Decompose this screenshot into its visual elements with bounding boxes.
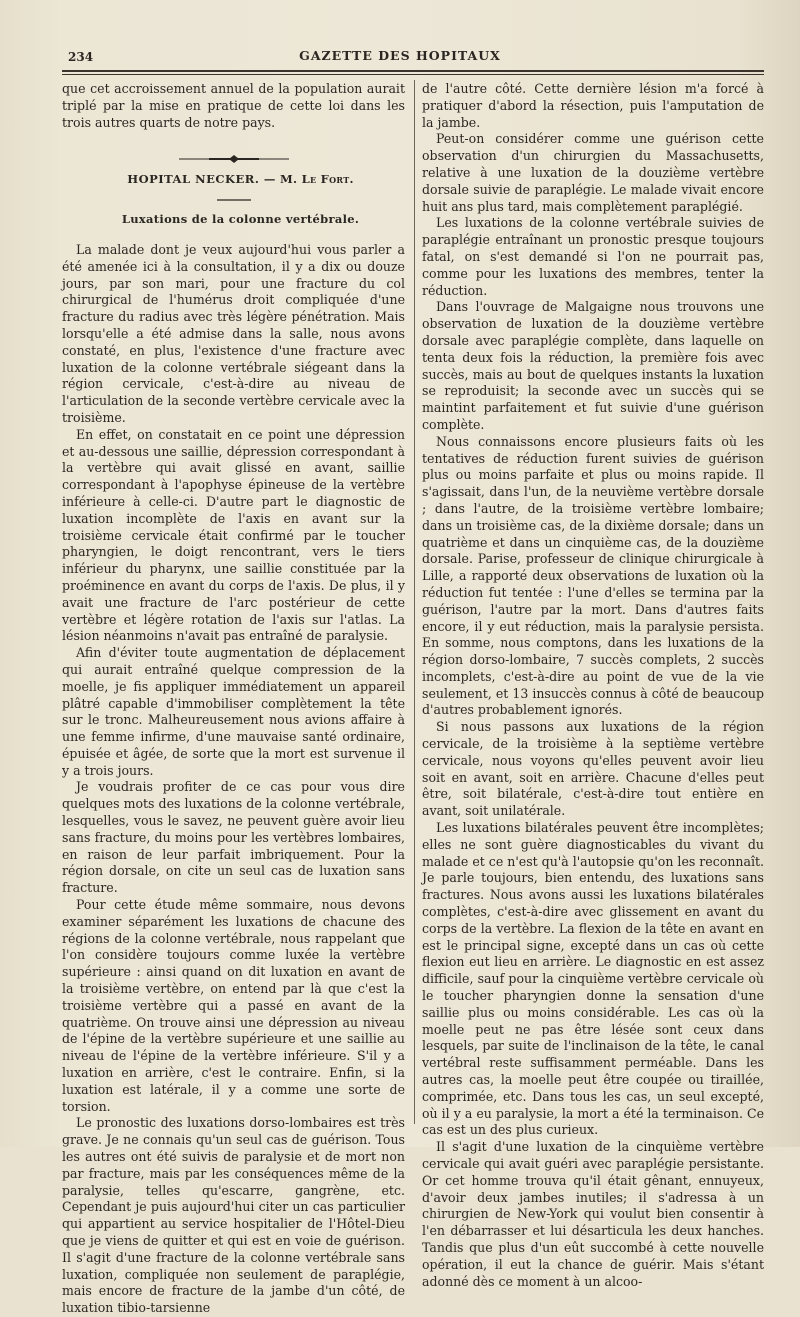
section-author: — M. Le Fort.: [263, 172, 354, 187]
paragraph: Dans l'ouvrage de Malgaigne nous trouvons une observation de luxation de la douzième vertèbre dorsale avec paraplégie complète, dans laquelle on tenta deux fois la réduction, la première fois avec succès, mais au bout de quelques instants la luxation se reproduisit; la seconde avec un succès qui se maintint parfaitement et fut suivie d'une guérison complète.: [422, 299, 764, 432]
column-divider: [414, 80, 415, 1124]
paragraph: de l'autre côté. Cette dernière lésion m'a forcé à pratiquer d'abord la résection, puis l'amputation de la jambe.: [422, 81, 764, 130]
paragraph: Les luxations bilatérales peuvent être incomplètes; elles ne sont guère diagnosticables du vivant du malade et ce n'est qu'à l'autopsie qu'on les reconnaît. Je parle toujours, bien entendu, des luxations sans fractures. Nous avons aussi les luxations bilatérales complètes, c'est-à-dire avec glissement en avant du corps de la vertèbre. La flexion de la tête en avant en est le principal signe, excepté dans un cas où cette flexion eut lieu en arrière. Le diagnostic en est assez difficile, sauf pour la cinquième vertèbre cervicale où le toucher pharyngien donne la sensation d'une saillie plus ou moins considérable. Les cas où la moelle peut ne pas être lésée sont ceux dans lesquels, par suite de l'inclinaison de la tête, le canal vertébral reste suffisamment perméable. Dans les autres cas, la moelle peut être coupée ou tiraillée, comprimée, etc. Dans tous les cas, un seul excepté, où il y a eu paralysie, la mort a été la terminaison. Ce cas est un des plus curieux.: [422, 820, 764, 1138]
section-heading: [62, 171, 405, 188]
paragraph: En effet, on constatait en ce point une dépression et au-dessous une saillie, dépression correspondant à la vertèbre qui avait glissé en avant, saillie correspondant à l'apophyse épineuse de la vertèbre inférieure à celle-ci. D'autre part le diagnostic de luxation incomplète de l'axis en avant sur la troisième cervicale était confirmé par le toucher pharyngien, le doigt rencontrant, vers le tiers inférieur du pharynx, une saillie constituée par la proéminence en avant du corps de l'axis. De plus, il y avait une fracture de l'arc postérieur de cette vertèbre et légère rotation de l'axis sur l'atlas. La lésion néanmoins n'avait pas entraîné de paralysie.: [62, 426, 405, 644]
header-rule: [62, 70, 764, 72]
paragraph: Pour cette étude même sommaire, nous devons examiner séparément les luxations de chacune des régions de la colonne vertébrale, nous rappelant que l'on considère toujours comme luxée la vertèbre supérieure : ainsi quand on dit luxation en avant de la troisième vertèbre, on entend par là que c'est la troisième vertèbre qui a passé en avant de la quatrième. On trouve ainsi une dépression au niveau de l'épine de la vertèbre supérieure et une saillie au niveau de l'épine de la vertèbre inférieure. S'il y a luxation en arrière, c'est le contraire. Enfin, si la luxation est latérale, il y a comme une sorte de torsion.: [62, 897, 405, 1114]
paragraph: Peut-on considérer comme une guérison cette observation d'un chirurgien du Massachusetts, relative à une luxation de la douzième vertèbre dorsale suivie de paraplégie. Le malade vivait encore huit ans plus tard, mais complètement paraplégié.: [422, 131, 764, 214]
paragraph: Les luxations de la colonne vertébrale suivies de paraplégie entraînant un pronostic presque toujours fatal, on s'est demandé si l'on ne pourrait pas, comme pour les luxations des membres, tenter la réduction.: [422, 215, 764, 298]
paragraph: Il s'agit d'une luxation de la cinquième vertèbre cervicale qui avait guéri avec paraplégie persistante. Or cet homme trouva qu'il était gênant, ennuyeux, d'avoir deux jambes inutiles; il s'adressa à un chirurgien de New-York qui voulut bien consentir à l'en débarrasser et lui désarticula les deux hanches. Tandis que plus d'un eût succombé à cette nouvelle opération, il eut la chance de guérir. Mais s'étant adonné dès ce moment à un alcoo-: [422, 1139, 764, 1289]
left-column: [62, 81, 405, 1317]
paragraph: Nous connaissons encore plusieurs faits où les tentatives de réduction furent suivies de guérison plus ou moins parfaite et plus ou moins rapide. Il s'agissait, dans l'un, de la neuvième vertèbre dorsale ; dans l'autre, de la troisième vertèbre lombaire; dans un troisième cas, de la dixième dorsale; dans un quatrième et dans un cinquième cas, de la douzième dorsale. Parise, professeur de clinique chirurgicale à Lille, a rapporté deux observations de luxation où la réduction fut tentée : l'une d'elles se termina par la guérison, l'autre par la mort. Dans d'autres faits encore, il y eut réduction, mais la paralysie persista. En somme, nous comptons, dans les luxations de la région dorso-lombaire, 7 succès complets, 2 succès incomplets, c'est-à-dire au point de vue de la vie seulement, et 13 insuccès connus à côté de beaucoup d'autres probablement ignorés.: [422, 433, 764, 718]
paragraph: Afin d'éviter toute augmentation de déplacement qui aurait entraîné quelque compression de la moelle, je fis appliquer immédiatement un appareil plâtré capable d'immobiliser complètement la tête sur le tronc. Malheureusement nous avions affaire à une femme infirme, d'une mauvaise santé ordinaire, épuisée et âgée, de sorte que la mort est survenue il y a trois jours.: [62, 645, 405, 778]
page-number: 234: [68, 50, 94, 64]
ornament-divider-icon: [179, 155, 289, 163]
paragraph: La malade dont je veux aujourd'hui vous parler a été amenée ici à la consultation, il y a dix ou douze jours, par son mari, pour une fracture du col chirurgical de l'humérus droit compliquée d'une fracture du radius avec très légère pénétration. Mais lorsqu'elle a été admise dans la salle, nous avons constaté, en plus, l'existence d'une fracture avec luxation de la colonne vertébrale siégeant dans la région cervicale, c'est-à-dire au niveau de l'articulation de la seconde vertèbre cervicale avec la troisième.: [62, 241, 405, 425]
section-title: HOPITAL NECKER.: [127, 172, 260, 187]
paragraph: Je voudrais profiter de ce cas pour vous dire quelques mots des luxations de la colonne vertébrale, lesquelles, vous le savez, ne peuvent guère avoir lieu sans fracture, du moins pour les vertèbres lombaires, en raison de leur parfait imbriquement. Pour la région dorsale, on cite un seul cas de luxation sans fracture.: [62, 779, 405, 896]
paragraph: Le pronostic des luxations dorso-lombaires est très grave. Je ne connais qu'un seul cas de guérison. Tous les autres ont été suivis de paralysie et de mort non par fracture, mais par les conséquences même de la paralysie, telles qu'escarre, gangrène, etc. Cependant je puis aujourd'hui citer un cas particulier qui appartient au service hospitalier de l'Hôtel-Dieu que je viens de quitter et qui est en voie de guérison. Il s'agit d'une fracture de la colonne vertébrale sans luxation, compliquée non seulement de paraplégie, mais encore de fracture de la jambe d'un côté, de luxation tibio-tarsienne: [62, 1115, 405, 1316]
paragraph: Si nous passons aux luxations de la région cervicale, de la troisième à la septième vertèbre cervicale, nous voyons qu'elles peuvent avoir lieu soit en avant, soit en arrière. Chacune d'elles peut être, soit bilatérale, c'est-à-dire tout entière en avant, soit unilatérale.: [422, 719, 764, 819]
opening-paragraph: que cet accroissement annuel de la population aurait triplé par la mise en pratique de cette loi dans les trois autres quarts de notre pays.: [62, 81, 405, 130]
header-rule-thin: [62, 74, 764, 75]
running-title: GAZETTE DES HOPITAUX: [299, 48, 501, 63]
article-subtitle: Luxations de la colonne vertébrale.: [121, 212, 360, 227]
right-column: [422, 81, 764, 1290]
